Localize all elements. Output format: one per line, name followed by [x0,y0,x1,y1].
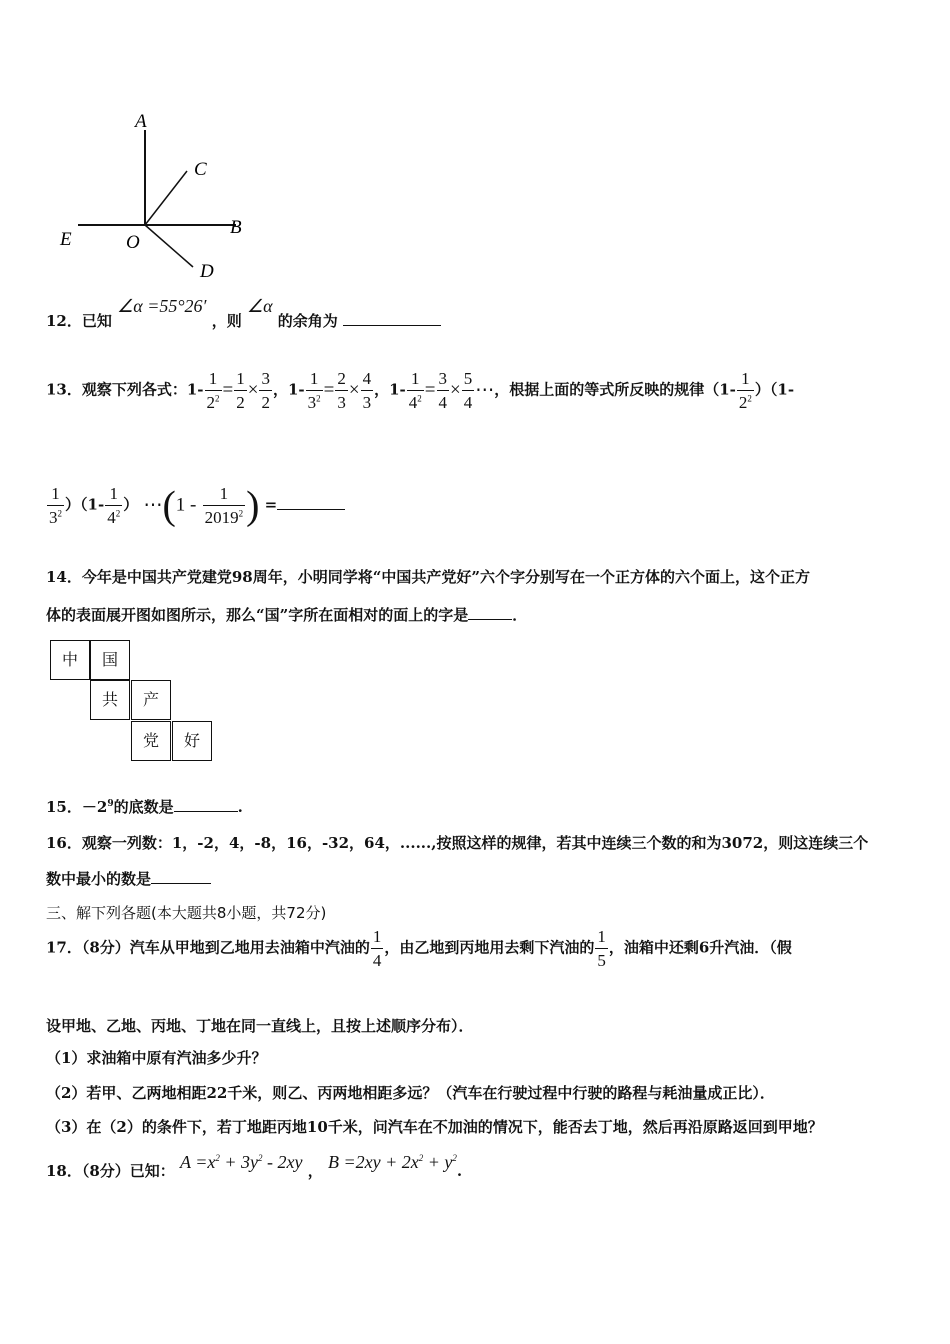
period: ． [512,606,528,624]
question-13-line2 [46,482,345,528]
angle-figure [50,105,260,290]
label-C: C [194,159,207,180]
q12-number: 12．已知 [46,312,112,330]
fraction: $\frac{2}{3}$ [337,369,346,412]
net-cell: 中 [50,640,90,680]
q17-text-1: 17．（8分）汽车从甲地到乙地用去油箱中汽油的 [46,938,370,957]
question-17 [46,928,792,969]
q14-prompt: 体的表面展开图如图所示，那么“国”字所在面相对的面上的字是 [46,606,469,624]
cube-net [50,640,220,765]
fraction: $\frac{5}{4}$ [463,369,473,412]
net-cell: 共 [90,680,130,720]
power-base: －2 [81,798,108,816]
big-left-paren: ( [162,482,176,528]
times: × [450,379,461,401]
one-minus: 1- [389,380,406,399]
answer-blank [277,509,345,510]
question-17-line2: 设甲地、乙地、丙地、丁地在同一直线上，且按上述顺序分布）． [46,1017,474,1035]
question-18 [46,1152,463,1181]
question-16-line1: 16．观察一列数：1，-2，4，-8，16，-32，64，......,按照这样的规律，若其中连续三个数的和为3072，则这连续三个 [46,834,869,852]
ray-OC [145,171,187,225]
comma: ， [307,1162,323,1180]
q13-number: 13．观察下列各式： [46,380,187,399]
question-17-sub2: （2）若甲、乙两地相距22千米，则乙、丙两地相距多远？（汽车在行驶过程中行驶的路程与耗油量成正比）． [46,1084,775,1102]
ray-OD [145,225,193,267]
comma: ， [374,380,390,399]
answer-blank [468,619,512,620]
fraction: $\frac{1}{4^2}$ [408,369,422,412]
fraction: $\frac{1}{2^2}$ [206,369,220,412]
fraction: $\frac{4}{3}$ [362,369,372,412]
fraction: $\frac{3}{4}$ [438,369,448,412]
fraction: $\frac{1}{3^2}$ [307,369,321,412]
answer-blank [151,883,211,884]
q15-prompt: 的底数是 [113,798,174,816]
question-16-line2 [46,868,211,889]
equals: = [424,379,436,401]
ellipsis: ⋯ [475,380,495,401]
equals: = [264,495,278,514]
question-15 [46,796,243,817]
question-12 [46,296,441,331]
expression-A: $A =x^2 + 3y^2 - 2xy$ [180,1152,303,1172]
question-14-line1: 14．今年是中国共产党建党98周年，小明同学将“中国共产党好”六个字分别写在一个正方体的六个面上，这个正方 [46,568,811,586]
period: . [237,798,243,816]
q17-text-3: ，油箱中还剩6升汽油．（假 [608,938,792,957]
one-minus: 1- [288,380,305,399]
alpha-symbol: ∠α [246,296,273,316]
question-17-sub3: （3）在（2）的条件下，若丁地距丙地10千米，问汽车在不加油的情况下，能否去丁地，然后再沿原路返回到甲地？ [46,1118,823,1136]
fraction: $\frac{1}{2019^2}$ [204,484,244,527]
fraction: $\frac{1}{3^2}$ [49,484,62,527]
q15-number: 15． [46,798,82,816]
fraction: $\frac{1}{4}$ [372,927,382,970]
answer-blank [174,811,238,812]
fraction: $\frac{1}{4^2}$ [107,484,121,527]
fraction: $\frac{3}{2}$ [261,369,270,412]
one-minus: 1- [186,380,204,399]
ellipsis: ⋯ [143,495,163,516]
answer-blank [343,325,441,326]
equals: = [323,379,335,401]
period: . [456,1162,463,1180]
equals: = [222,379,234,401]
times: × [348,379,360,401]
q12-then: ，则 [211,312,242,330]
label-B: B [230,217,242,238]
fraction: $\frac{1}{5}$ [597,927,606,970]
paren-close: ） [123,495,139,514]
fraction: $\frac{1}{2}$ [236,369,245,412]
q16-prompt: 数中最小的数是 [46,870,152,888]
net-cell: 好 [172,721,212,761]
comma: ， [272,380,288,399]
q18-number: 18．（8分）已知： [46,1162,175,1180]
fraction: $\frac{1}{2^2}$ [738,369,752,412]
paren-close-open: ）（1- [754,380,795,399]
net-cell: 党 [131,721,171,761]
label-A: A [135,111,147,132]
net-cell: 产 [131,680,171,720]
alpha-expression: ∠α =55°26′ [117,296,207,316]
paren-close: ） [65,495,81,514]
section-heading: 三、解下列各题(本大题共8小题，共72分) [46,904,327,922]
paren-open: （1- [80,495,105,514]
q12-prompt: 的余角为 [277,312,338,330]
q13-rule-text: ，根据上面的等式所反映的规律（1- [494,380,736,399]
label-E: E [60,229,72,250]
q17-text-2: ，由乙地到丙地用去剩下汽油的 [384,938,595,957]
question-17-sub1: （1）求油箱中原有汽油多少升？ [46,1049,267,1067]
one-minus-plain: 1 - [175,494,197,516]
expression-B: $B =2xy + 2x^2 + y^2$ [327,1152,457,1172]
big-right-paren: ) [246,482,260,528]
times: × [247,379,259,401]
question-14-line2 [46,604,527,625]
question-13 [46,370,794,411]
power-exponent: 9 [107,799,114,809]
label-O: O [126,232,140,253]
net-cell: 国 [90,640,130,680]
label-D: D [200,261,214,282]
